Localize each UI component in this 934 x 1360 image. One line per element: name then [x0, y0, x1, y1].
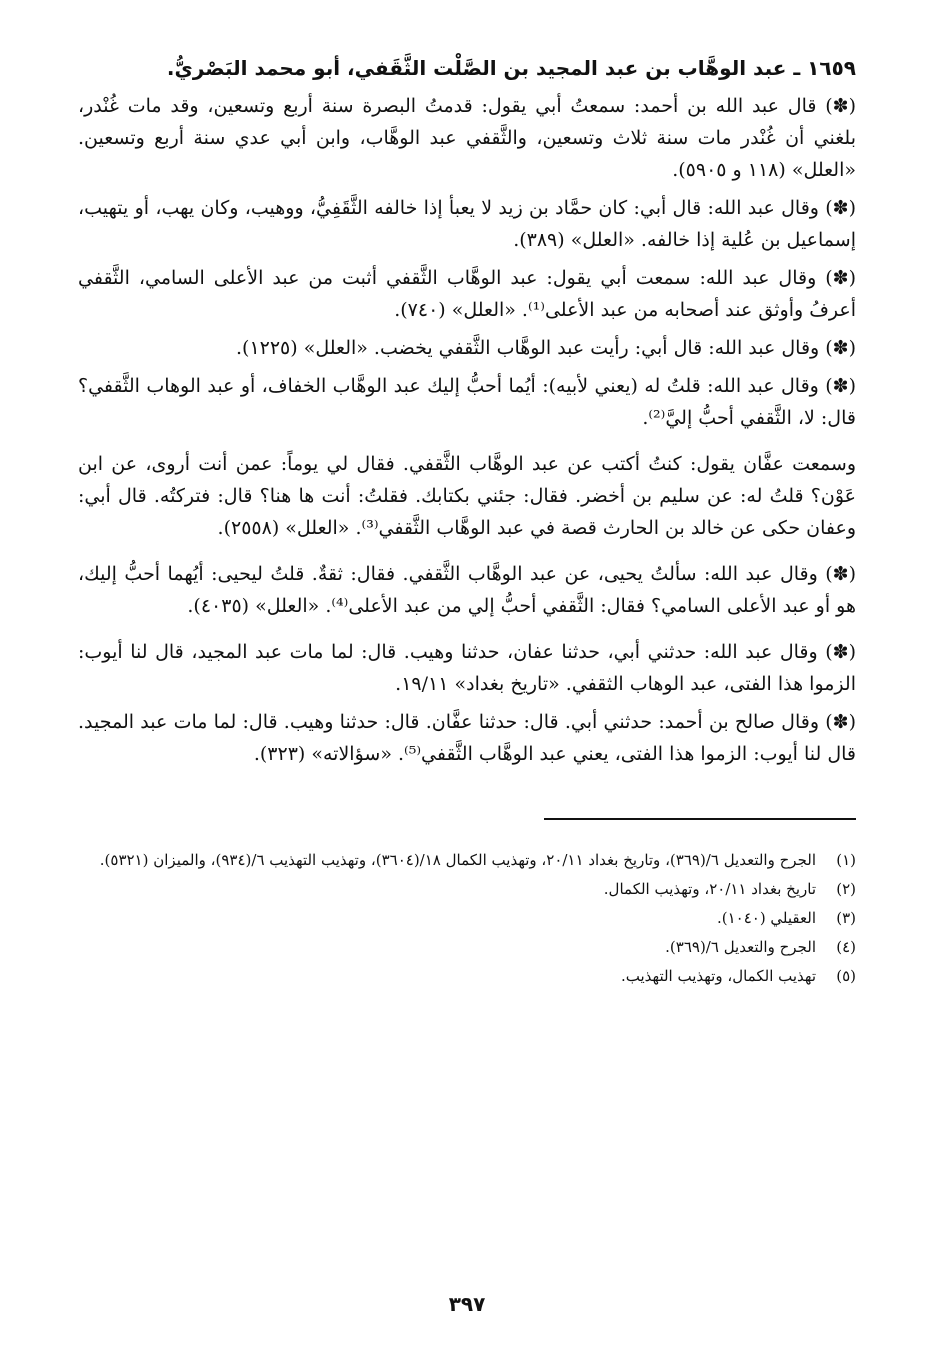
page-number: ٣٩٧ [448, 1292, 486, 1316]
paragraph: (✽) وقال عبد الله: سمعت أبي يقول: عبد الوهَّاب الثَّقفي أثبت من عبد الأعلى السامي، الثَّقفي أعرفُ وأوثق عند أصحابه من عبد الأعلى⁽¹⁾. «العلل» (٧٤٠). [78, 267, 856, 321]
footnote-text: تاريخ بغداد ٢٠/١١، وتهذيب الكمال. [603, 880, 816, 898]
footnote [78, 904, 856, 933]
paragraph: (✽) قال عبد الله بن أحمد: سمعتُ أبي يقول: قدمتُ البصرة سنة أربع وتسعين، وقد مات غُنْدر، بلغني أن غُنْدر مات سنة ثلاث وتسعين، والثَّقفي عبد الوهَّاب، وابن أبي عدي سنة أربع وتسعين. «العلل» (١١٨ و ٥٩٠٥). [78, 95, 856, 181]
footnote-number: (٢) [836, 880, 856, 898]
footnote [78, 846, 856, 875]
footnote-number: (١) [836, 851, 856, 869]
footnote [78, 933, 856, 962]
footnote-text: تهذيب الكمال، وتهذيب التهذيب. [620, 967, 816, 985]
footnote-text: الجرح والتعديل ٦/(٣٦٩). [665, 938, 816, 956]
paragraph: وسمعت عفَّان يقول: كنتُ أكتب عن عبد الوهَّاب الثَّقفي. فقال لي يوماً: عمن أنت أروى، عن ابن عَوْن؟ قلتُ له: عن سليم بن أخضر. فقال: جئني بكتابك. فقلتُ: أنت ها هنا؟ قال: فتركتُه. قال أبي: وعفان حكى عن خالد بن الحارث قصة في عبد الوهَّاب الثَّقفي⁽³⁾. «العلل» (٢٥٥٨). [78, 453, 856, 539]
footnote-number: (٣) [836, 909, 856, 927]
paragraph: (✽) وقال عبد الله: حدثني أبي، حدثنا عفان، حدثنا وهيب. قال: لما مات عبد المجيد، قال لنا أيوب: الزموا هذا الفتى، عبد الوهاب الثقفي. «تاريخ بغداد» ١٩/١١. [78, 641, 856, 695]
footnote [78, 962, 856, 991]
footnote-text: العقيلي (١٠٤٠). [716, 909, 816, 927]
entry-title: ١٦٥٩ ـ عبد الوهَّاب بن عبد المجيد بن الصَّلْت الثَّقَفي، أبو محمد البَصْريُّ. [166, 56, 856, 80]
paragraph: (✽) وقال عبد الله: قال أبي: كان حمَّاد بن زيد لا يعبأ إذا خالفه الثَّقَفِيُّ، ووهيب، وكان يهب، أو يتهيب، إسماعيل بن عُلية إذا خالفه. «العلل» (٣٨٩). [78, 197, 856, 251]
footnote-separator [544, 818, 856, 820]
paragraph: (✽) وقال صالح بن أحمد: حدثني أبي. قال: حدثنا عفَّان. قال: حدثنا وهيب. قال: لما مات عبد المجيد. قال لنا أيوب: الزموا هذا الفتى، يعني عبد الوهَّاب الثَّقفي⁽⁵⁾. «سؤالاته» (٣٢٣). [78, 711, 856, 765]
footnote-number: (٤) [836, 938, 856, 956]
paragraph: (✽) وقال عبد الله: سألتُ يحيى، عن عبد الوهَّاب الثَّقفي. فقال: ثقةٌ. قلتُ ليحيى: أيُهما أحبُّ إليك، هو أو عبد الأعلى السامي؟ فقال: الثَّقفي أحبُّ إلي من عبد الأعلى⁽⁴⁾. «العلل» (٤٠٣٥). [78, 563, 856, 617]
footnotes [78, 846, 856, 991]
footnote-text: الجرح والتعديل ٦/(٣٦٩)، وتاريخ بغداد ٢٠/١١، وتهذيب الكمال ١٨/(٣٦٠٤)، وتهذيب التهذيب ٦/(٩٣٤)، والميزان (٥٣٢١). [99, 851, 816, 869]
footnote-number: (٥) [836, 967, 856, 985]
footnote [78, 875, 856, 904]
paragraph: (✽) وقال عبد الله: قلتُ له (يعني لأبيه): أيُما أحبُّ إليك عبد الوهَّاب الخفاف، أو عبد الوهاب الثَّقفي؟ قال: لا، الثَّقفي أحبُّ إليَّ⁽²⁾. [78, 375, 856, 429]
paragraph: (✽) وقال عبد الله: قال أبي: رأيت عبد الوهَّاب الثَّقفي يخضب. «العلل» (١٢٢٥). [235, 337, 856, 359]
